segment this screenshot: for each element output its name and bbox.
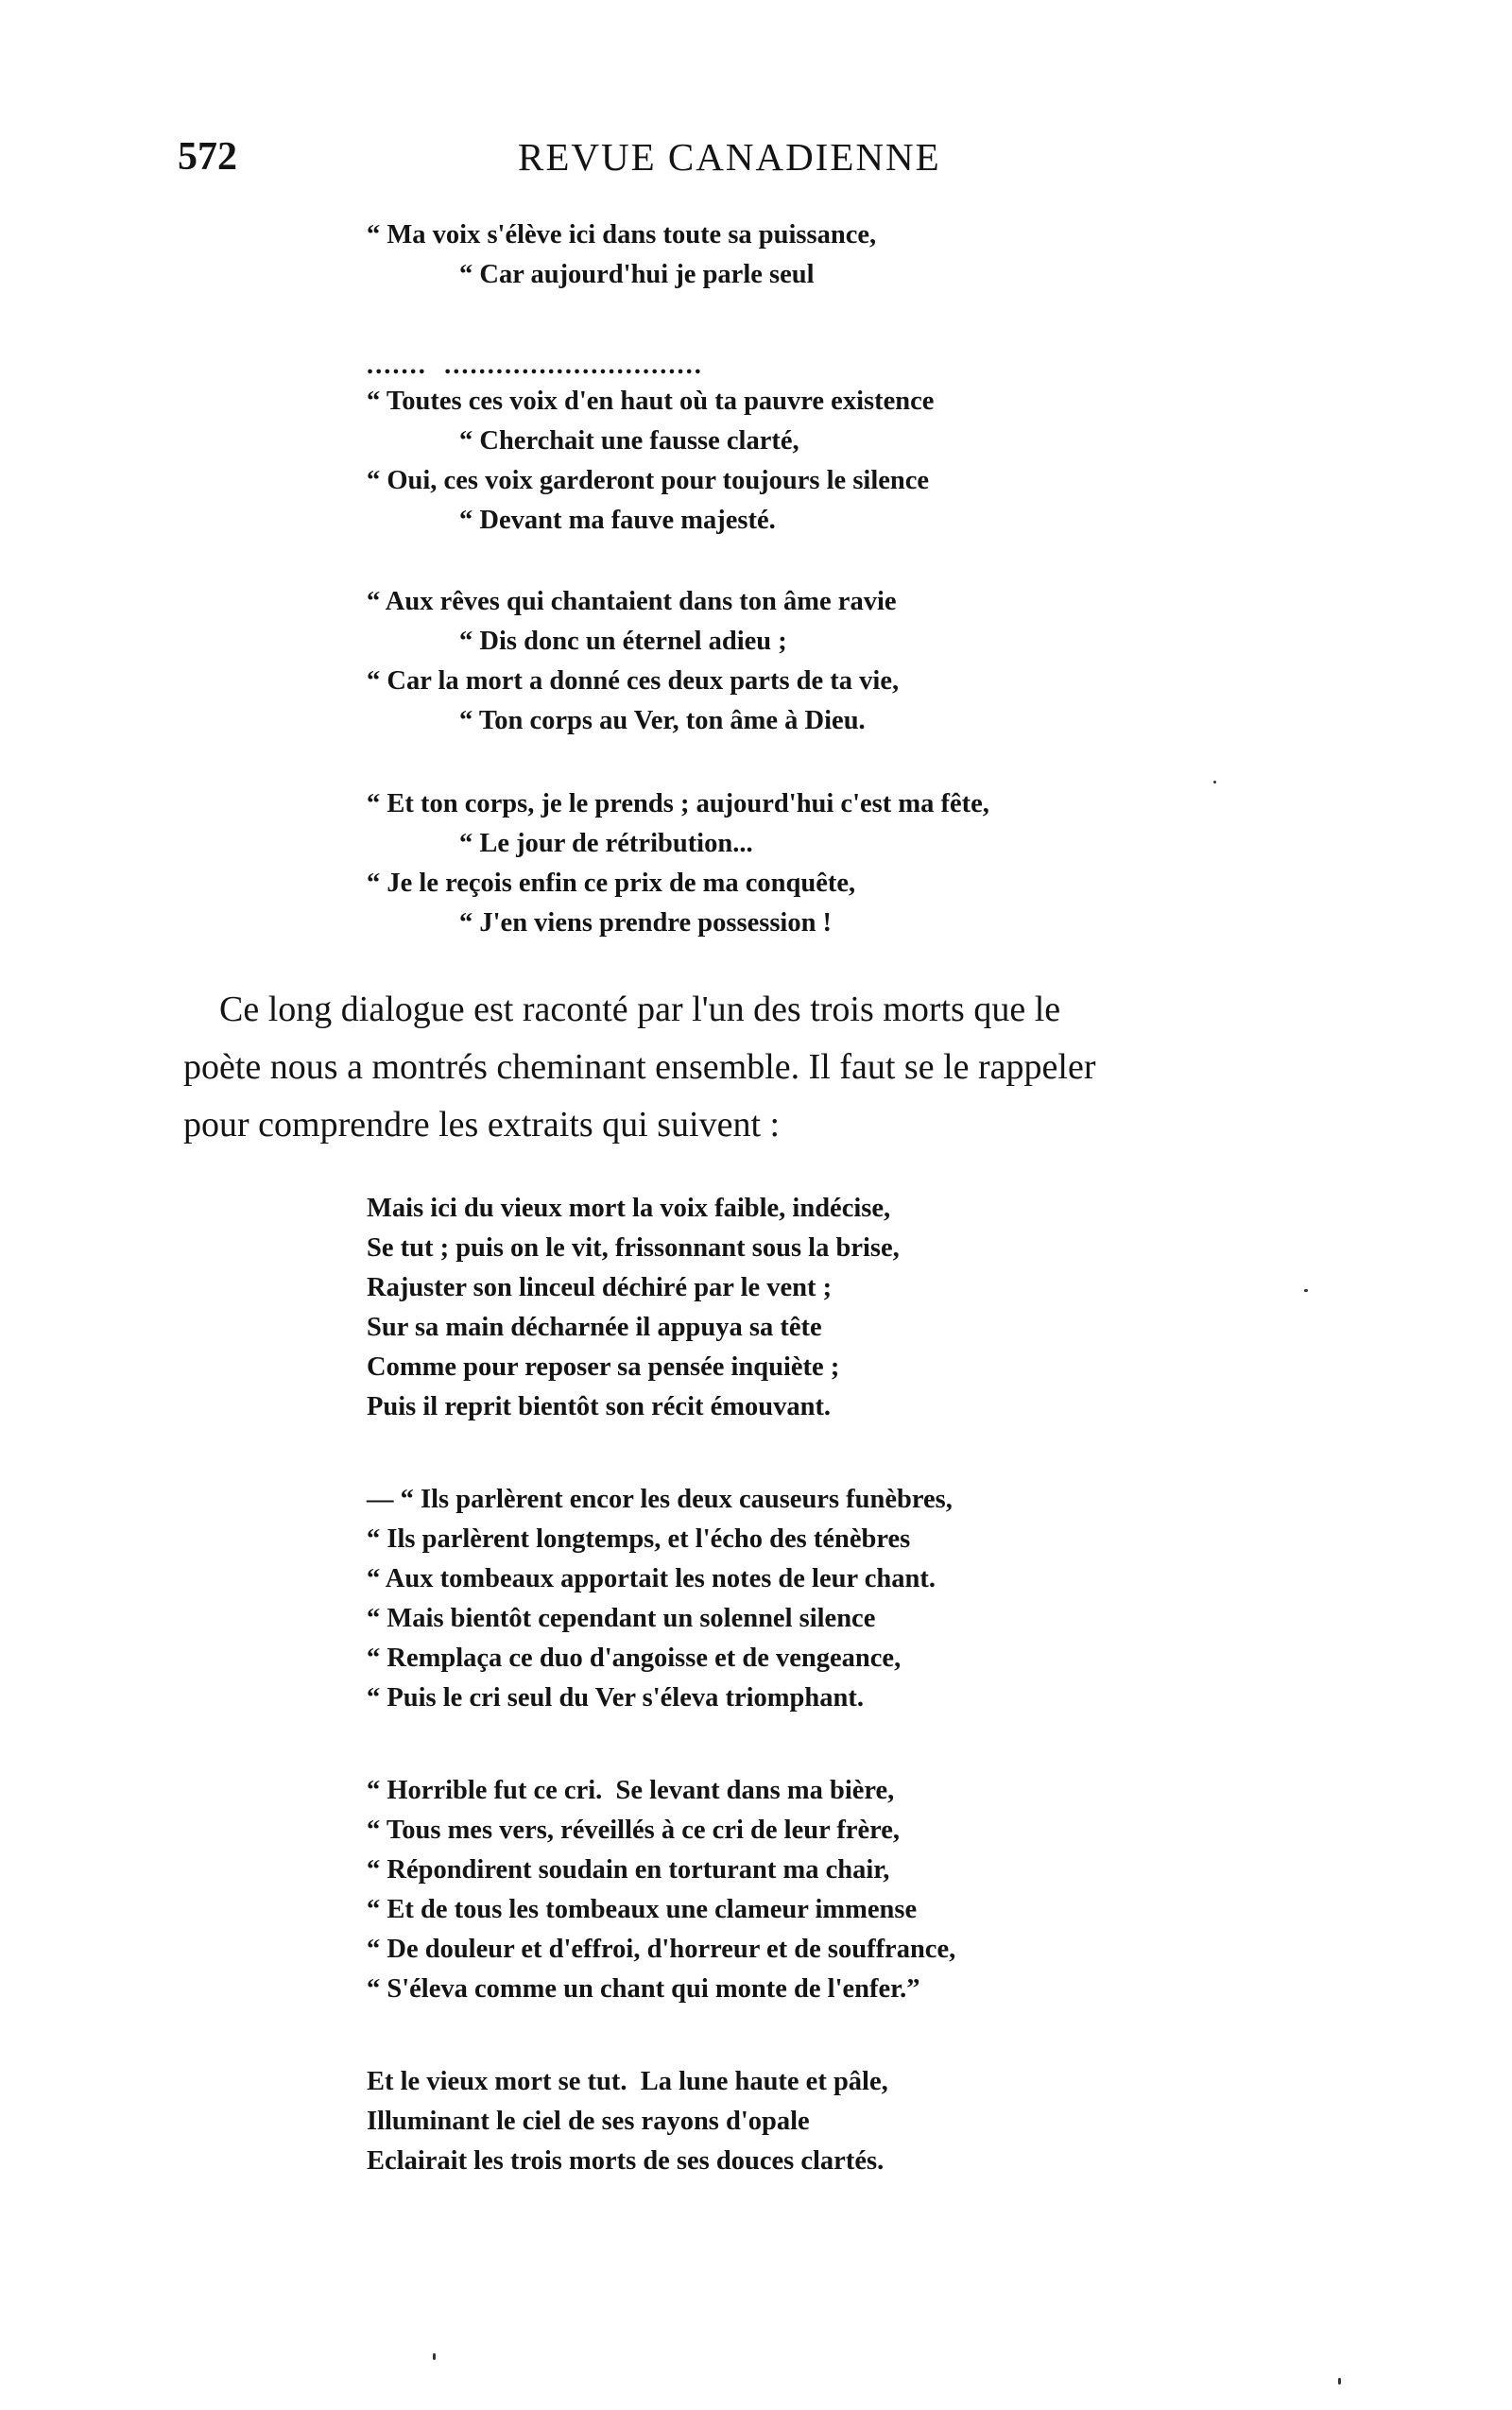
verse-line: “ Répondirent soudain en torturant ma chair, xyxy=(367,1855,890,1885)
verse-line: “ Car la mort a donné ces deux parts de ta vie, xyxy=(367,666,900,696)
poem-excerpt-3 xyxy=(367,582,1312,741)
verse-line: Eclairait les trois morts de ses douces clartés. xyxy=(367,2146,885,2176)
verse-line: “ Et ton corps, je le prends ; aujourd'hui c'est ma fête, xyxy=(367,789,989,818)
verse-line: Sur sa main décharnée il appuya sa tête xyxy=(367,1313,822,1342)
verse-line: “ Aux rêves qui chantaient dans ton âme ravie xyxy=(367,587,897,616)
verse-line: “ Oui, ces voix garderont pour toujours le silence xyxy=(367,466,930,495)
verse-line: “ Aux tombeaux apportait les notes de leur chant. xyxy=(367,1564,936,1593)
verse-line: Se tut ; puis on le vit, frissonnant sous la brise, xyxy=(367,1233,900,1263)
verse-line: “ De douleur et d'effroi, d'horreur et de souffrance, xyxy=(367,1935,956,1964)
scan-speck xyxy=(433,2353,436,2360)
verse-line: “ Devant ma fauve majesté. xyxy=(459,506,776,535)
poem-excerpt-6 xyxy=(367,1480,1359,1718)
poem-excerpt-4 xyxy=(367,784,1312,943)
poem-excerpt-1 xyxy=(367,215,1312,295)
verse-line: “ Horrible fut ce cri. Se levant dans ma bière, xyxy=(367,1776,895,1805)
page-number: 572 xyxy=(178,135,237,179)
verse-line: “ Cherchait une fausse clarté, xyxy=(459,426,799,456)
scan-speck xyxy=(1338,2378,1341,2384)
paragraph-text: Ce long dialogue est raconté par l'un des trois morts que le poète nous a montrés cheminant ensemble. Il faut se le rappeler pour comprendre les extraits qui suivent : xyxy=(183,990,1096,1145)
verse-line: Rajuster son linceul déchiré par le vent ; xyxy=(367,1273,833,1302)
ellipsis-dots: ....... .............................. xyxy=(367,351,703,380)
verse-line: “ Et de tous les tombeaux une clameur immense xyxy=(367,1895,918,1924)
verse-line: “ Ils parlèrent longtemps, et l'écho des ténèbres xyxy=(367,1524,911,1554)
poem-excerpt-7 xyxy=(367,1771,1359,2009)
verse-line: Puis il reprit bientôt son récit émouvant. xyxy=(367,1392,832,1421)
verse-line: Illuminant le ciel de ses rayons d'opale xyxy=(367,2107,810,2136)
verse-line: “ Puis le cri seul du Ver s'éleva triomphant. xyxy=(367,1683,864,1713)
prose-paragraph xyxy=(183,981,1317,1154)
running-title: REVUE CANADIENNE xyxy=(518,135,941,179)
verse-line: — “ Ils parlèrent encor les deux causeurs funèbres, xyxy=(367,1485,953,1514)
verse-line: “ Ton corps au Ver, ton âme à Dieu. xyxy=(459,706,866,735)
scan-speck xyxy=(1213,781,1216,783)
verse-line: “ Tous mes vers, réveillés à ce cri de leur frère, xyxy=(367,1816,901,1845)
verse-line: “ Car aujourd'hui je parle seul xyxy=(459,260,815,289)
verse-line: “ Remplaça ce duo d'angoisse et de vengeance, xyxy=(367,1644,902,1673)
verse-line: Mais ici du vieux mort la voix faible, indécise, xyxy=(367,1194,891,1223)
verse-line: “ Je le reçois enfin ce prix de ma conquête, xyxy=(367,869,856,898)
verse-line: “ Toutes ces voix d'en haut où ta pauvre existence xyxy=(367,387,935,416)
verse-line: “ Dis donc un éternel adieu ; xyxy=(459,627,787,656)
verse-line: Comme pour reposer sa pensée inquiète ; xyxy=(367,1352,840,1382)
poem-excerpt-8 xyxy=(367,2062,1359,2181)
verse-line: “ S'éleva comme un chant qui monte de l'enfer.” xyxy=(367,1974,920,2004)
poem-excerpt-2 xyxy=(367,382,1312,541)
verse-line: “ Mais bientôt cependant un solennel silence xyxy=(367,1604,876,1633)
verse-line: “ Ma voix s'élève ici dans toute sa puissance, xyxy=(367,220,877,250)
ellipsis-line xyxy=(367,346,1312,386)
poem-excerpt-5 xyxy=(367,1189,1312,1427)
verse-line: “ Le jour de rétribution... xyxy=(459,829,753,858)
page-header xyxy=(178,134,1293,187)
verse-line: “ J'en viens prendre possession ! xyxy=(459,908,833,938)
verse-line: Et le vieux mort se tut. La lune haute et pâle, xyxy=(367,2067,888,2096)
scan-speck xyxy=(1304,1289,1308,1292)
